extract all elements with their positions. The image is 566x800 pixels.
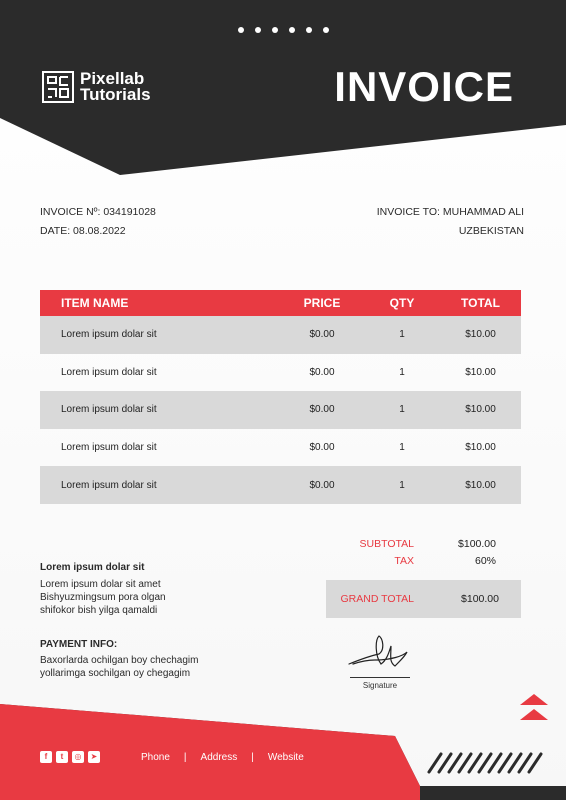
item-price: $0.00 [309, 329, 335, 341]
item-name: Lorem ipsum dolar sit [61, 366, 157, 378]
item-name: Lorem ipsum dolar sit [61, 479, 157, 491]
subtotal-value: $100.00 [458, 538, 496, 550]
dot [306, 27, 312, 33]
brand-logo [42, 71, 151, 103]
notes-line: Lorem ipsum dolar sit amet [40, 579, 161, 590]
payment-info [40, 638, 198, 680]
grand-total-value: $100.00 [461, 593, 499, 605]
item-price: $0.00 [309, 404, 335, 416]
header-item-name: ITEM NAME [61, 296, 129, 310]
dot [272, 27, 278, 33]
brand-line-2: Tutorials [80, 85, 151, 104]
signature-block [345, 630, 415, 690]
social-links [40, 751, 100, 763]
address-link[interactable]: Address [200, 752, 238, 763]
item-qty: 1 [399, 442, 405, 454]
item-total: $10.00 [465, 404, 496, 416]
payment-heading: PAYMENT INFO: [40, 639, 118, 650]
item-price: $0.00 [309, 442, 335, 454]
header-qty: QTY [389, 296, 415, 310]
item-price: $0.00 [309, 479, 335, 491]
notes-heading: Lorem ipsum dolar sit [40, 562, 145, 573]
payment-line: yollarimga sochilgan oy chegagim [40, 668, 191, 679]
table-row [40, 316, 521, 354]
invoice-meta [40, 203, 156, 241]
telegram-icon[interactable]: ➤ [88, 751, 100, 763]
logo-mark-icon [42, 71, 74, 103]
tax-value: 60% [474, 555, 496, 567]
dot [289, 27, 295, 33]
twitter-icon[interactable]: t [56, 751, 68, 763]
grand-total-label: GRAND TOTAL [340, 593, 414, 605]
table-row [40, 429, 521, 467]
decorative-stripes [427, 748, 543, 774]
facebook-icon[interactable]: f [40, 751, 52, 763]
website-link[interactable]: Website [267, 752, 304, 763]
item-qty: 1 [399, 404, 405, 416]
header-price: PRICE [303, 296, 341, 310]
item-total: $10.00 [465, 329, 496, 341]
signature-line [350, 677, 410, 678]
tax-line [330, 553, 521, 570]
signature-scribble-icon [345, 630, 415, 672]
recipient-name: INVOICE TO: MUHAMMAD ALI [376, 206, 524, 218]
item-qty: 1 [399, 329, 405, 341]
signature-label: Signature [362, 681, 398, 690]
invoice-recipient [377, 203, 524, 241]
table-row [40, 354, 521, 392]
dot [255, 27, 261, 33]
brand-line-1: Pixellab [80, 69, 145, 88]
brand-name [80, 71, 151, 103]
item-qty: 1 [399, 479, 405, 491]
notes-line: Bishyuzmingsum pora olgan [40, 592, 166, 603]
item-name: Lorem ipsum dolar sit [61, 404, 157, 416]
item-name: Lorem ipsum dolar sit [61, 442, 157, 454]
totals-block [330, 536, 521, 570]
table-header [40, 290, 521, 316]
invoice-number: INVOICE Nº: 034191028 [40, 206, 156, 218]
footer-separator: | [251, 752, 254, 763]
notes-block [40, 561, 166, 617]
header-total: TOTAL [461, 296, 500, 310]
item-name: Lorem ipsum dolar sit [61, 329, 157, 341]
footer-separator: | [183, 752, 187, 763]
table-row [40, 391, 521, 429]
page-title: INVOICE [334, 63, 514, 110]
dot [238, 27, 244, 33]
item-qty: 1 [399, 366, 405, 378]
recipient-country: UZBEKISTAN [458, 225, 524, 237]
footer-contacts [141, 752, 304, 763]
phone-link[interactable]: Phone [141, 752, 170, 763]
items-table [40, 290, 521, 504]
item-total: $10.00 [465, 479, 496, 491]
notes-line: shifokor bish yilga qamaldi [40, 605, 158, 616]
invoice-date: DATE: 08.08.2022 [40, 225, 126, 237]
table-row [40, 466, 521, 504]
payment-line: Baxorlarda ochilgan boy chechagim [40, 655, 199, 666]
item-price: $0.00 [309, 366, 335, 378]
subtotal-label: SUBTOTAL [359, 538, 414, 550]
page-dots [0, 27, 566, 33]
subtotal-line [330, 536, 521, 553]
item-total: $10.00 [465, 442, 496, 454]
grand-total-box [326, 580, 521, 618]
item-total: $10.00 [465, 366, 496, 378]
dot [323, 27, 329, 33]
instagram-icon[interactable]: ◎ [72, 751, 84, 763]
tax-label: TAX [394, 555, 414, 567]
